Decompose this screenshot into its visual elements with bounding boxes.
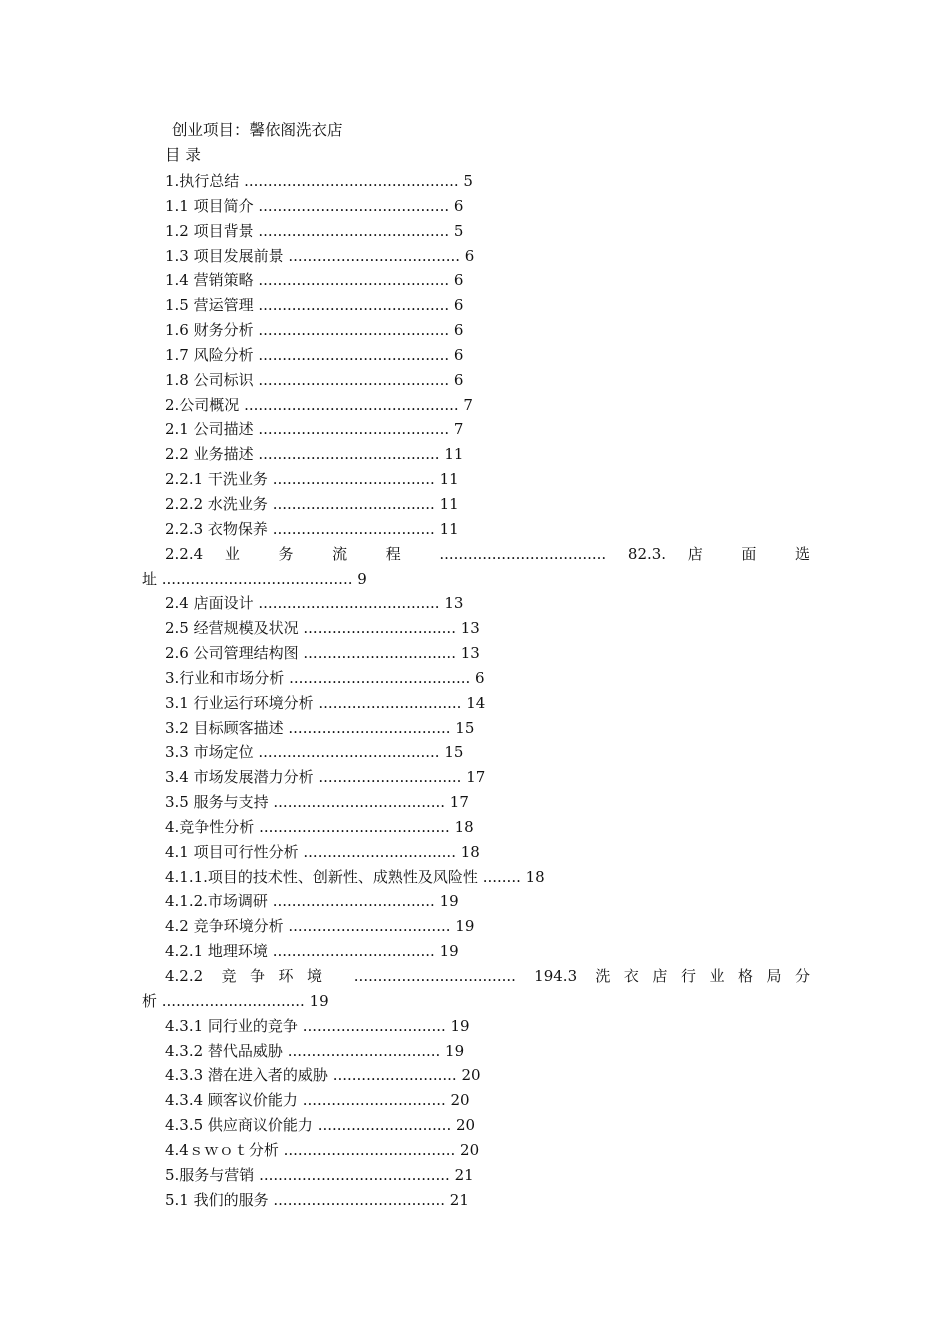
- toc-line: 2.2.3 衣物保养 .................................. 11: [165, 519, 459, 538]
- toc-line: 3.5 服务与支持 .................................... 17: [165, 793, 469, 812]
- toc-line: 1.4 营销策略 ........................................ 6: [165, 271, 464, 290]
- toc-line: 4.3.3 潜在进入者的威胁 .......................... 20: [165, 1066, 481, 1085]
- toc-line: 3.2 目标顾客描述 .................................. 15: [165, 718, 475, 737]
- toc-line: 1.7 风险分析 ........................................ 6: [165, 345, 464, 364]
- toc-line: 1.5 营运管理 ........................................ 6: [165, 296, 464, 315]
- toc-line: 4.1.2.市场调研 .................................. 19: [165, 892, 459, 911]
- toc-line: 1.执行总结 ............................................. 5: [165, 172, 473, 190]
- toc-line: 2.2 业务描述 ...................................... 11: [165, 445, 464, 464]
- toc-line: 3.3 市场定位 ...................................... 15: [165, 743, 464, 762]
- toc-line: 4.3.2 替代品威胁 ................................ 19: [165, 1041, 465, 1060]
- toc-line: 2.公司概况 ............................................. 7: [165, 395, 473, 414]
- toc-line: 3.4 市场发展潜力分析 .............................. 17: [165, 768, 486, 787]
- toc-line: 1.8 公司标识 ........................................ 6: [165, 370, 464, 389]
- toc-line: 4.4ｓｗｏｔ分析 .................................... 20: [165, 1140, 480, 1159]
- toc-line: 3.行业和市场分析 ...................................... 6: [165, 668, 485, 687]
- toc-line: 4.3.5 供应商议价能力 ............................ 20: [165, 1116, 476, 1135]
- toc-line: 4.竞争性分析 ........................................ 18: [165, 817, 474, 836]
- toc-line: 1.2 项目背景 ........................................ 5: [165, 221, 464, 240]
- document-title: 创业项目：馨依阁洗衣店: [172, 121, 343, 139]
- toc-line: 5.1 我们的服务 .................................... 21: [165, 1190, 469, 1209]
- toc-line: 1.3 项目发展前景 .................................... 6: [165, 246, 475, 265]
- toc-line: 4.3.1 同行业的竞争 .............................. 19: [165, 1016, 470, 1035]
- toc-line: 2.2.4 业 务 流 程 ................................... 82.3. 店 面 选: [165, 544, 810, 563]
- toc-line: 2.2.2 水洗业务 .................................. 11: [165, 494, 459, 513]
- toc-line: 析 .............................. 19: [142, 991, 329, 1010]
- toc-line: 2.4 店面设计 ...................................... 13: [165, 594, 464, 613]
- toc-line: 4.3.4 顾客议价能力 .............................. 20: [165, 1091, 470, 1110]
- toc-line: 4.2 竞争环境分析 .................................. 19: [165, 917, 475, 936]
- toc-line: 址 ........................................ 9: [142, 569, 367, 588]
- toc-line: 4.1 项目可行性分析 ................................ 18: [165, 842, 480, 861]
- toc-line: 5.服务与营销 ........................................ 21: [165, 1165, 474, 1184]
- toc-line: 4.1.1.项目的技术性、创新性、成熟性及风险性 ........ 18: [165, 867, 545, 886]
- toc-line: 4.2.1 地理环境 .................................. 19: [165, 942, 459, 961]
- toc-line: 2.1 公司描述 ........................................ 7: [165, 420, 464, 439]
- table-of-contents: [0, 169, 950, 1212]
- toc-line: 1.1 项目简介 ........................................ 6: [165, 196, 464, 215]
- toc-line: 4.2.2 竞争环境 .................................. 194.3 洗衣店行业格局分: [165, 967, 810, 985]
- toc-line: 2.2.1 干洗业务 .................................. 11: [165, 470, 459, 489]
- toc-line: 3.1 行业运行环境分析 .............................. 14: [165, 693, 486, 712]
- toc-line: 1.6 财务分析 ........................................ 6: [165, 321, 464, 340]
- toc-line: 2.6 公司管理结构图 ................................ 13: [165, 644, 480, 663]
- toc-heading: 目 录: [165, 146, 201, 164]
- toc-line: 2.5 经营规模及状况 ................................ 13: [165, 619, 480, 638]
